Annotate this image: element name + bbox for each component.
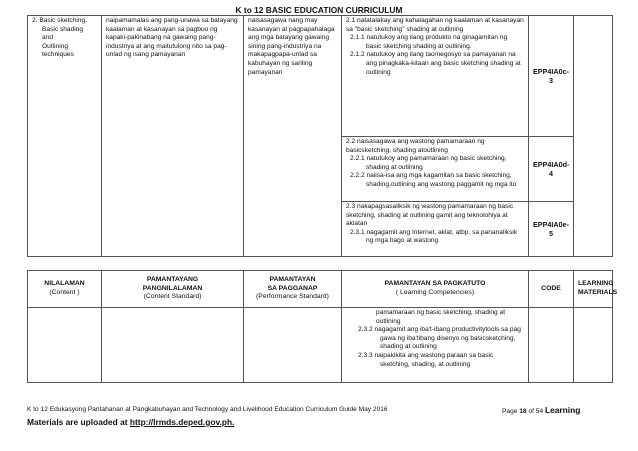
competency-line: 2.3.1 nagagamit ang Internet, aklat, atbp. sa pananaliksik ng mga bago at wastong xyxy=(350,228,518,245)
code-line: 4 xyxy=(549,169,553,178)
empty-cell xyxy=(102,308,244,383)
empty-cell xyxy=(574,308,613,383)
header-subtext: ( Learning Competencies) xyxy=(395,289,475,296)
header-text: CODE xyxy=(541,284,561,292)
page-current: 18 xyxy=(519,408,527,415)
content-standard-cell: naipamamalas ang pang-unawa sa batayang kaalaman at kasanayan sa pagbuo ng kapaki-pakinabang na gawaing pang-industriya at ang maitutulong nito sa pag-unlad ng isang pamayanan xyxy=(102,16,244,257)
page-prefix: Page xyxy=(502,408,518,415)
header-text: MATERIALS xyxy=(578,289,618,296)
competency-line: 2.1.2 natutukoy ang ilang tao/negosyo sa pamayanan na ang pinagkaka-kitaan ang basic sketching shading at outlining xyxy=(350,51,521,76)
header-code xyxy=(529,271,574,308)
curriculum-table-top xyxy=(27,15,613,257)
nilalaman-cell xyxy=(28,16,102,257)
footer-learning-word: Learning xyxy=(544,405,581,415)
code-cell xyxy=(529,202,574,257)
code-line: 5 xyxy=(549,229,553,238)
nilalaman-line: Basic shading xyxy=(42,25,84,33)
materials-cell xyxy=(574,16,613,257)
header-text: NILALAMAN xyxy=(44,280,85,288)
header-text: PAMANTAYAN xyxy=(269,276,316,284)
header-learning-competencies xyxy=(342,271,529,308)
competency-line: 2.3.2 nagagamit ang iba't-ibang productivitytools sa pag gawa ng iba'tibang disenyo ng basicsketching, shading at outlining xyxy=(358,326,521,351)
header-performance-standard xyxy=(244,271,342,308)
header-text: SA PAGGANAP xyxy=(267,284,318,292)
header-text: PANGNILALAMAN xyxy=(142,284,203,292)
empty-cell xyxy=(28,308,102,383)
competency-line: 2.2.1 natutukoy ang pamamaraan ng basic sketching, shading at outlining xyxy=(350,155,507,171)
competency-cell xyxy=(342,16,529,137)
table-row xyxy=(28,16,613,137)
materials-text: Materials are uploaded at xyxy=(27,417,128,427)
code-line: 3 xyxy=(549,76,553,85)
competency-line: 2.1.1 natutukoy ang ilang produkto na ginagamitan ng basic sketching shading at outlining. xyxy=(350,34,508,50)
page-total: 54 xyxy=(535,408,544,415)
empty-cell xyxy=(529,308,574,383)
table-row xyxy=(28,308,613,383)
performance-standard-cell: naisasagawa nang may kasanayan at pagpapahalaga ang mga batayang gawaing sining pang-industriya na makapagpapa-unlad sa kabuhayan ng sariling pamayanan xyxy=(244,16,342,257)
competency-cell xyxy=(342,202,529,257)
header-subtext: (Content Standard) xyxy=(143,293,202,301)
nilalaman-line: 2. Basic sketching, xyxy=(32,17,87,24)
nilalaman-line: and xyxy=(42,34,54,42)
empty-cell xyxy=(244,308,342,383)
page-of: of xyxy=(528,408,534,415)
competency-line: 2.2.2 naiisa-isa ang mga kagamitan sa basic sketching, shading,outlining ang wastong paggamit ng mga ito xyxy=(350,172,517,188)
code-line: EPP4IA0d- xyxy=(533,160,570,169)
curriculum-table-bottom xyxy=(27,270,618,383)
header-nilalaman xyxy=(28,271,102,308)
page-title: K to 12 BASIC EDUCATION CURRICULUM xyxy=(235,5,403,15)
header-text: LEARNING xyxy=(578,280,614,288)
header-row xyxy=(28,271,613,308)
header-content-standard xyxy=(102,271,244,308)
nilalaman-line: Outlining xyxy=(42,42,69,50)
header-text: PAMANTAYANG xyxy=(146,276,199,284)
footer-guide-text: K to 12 Edukasyong Pantahanan at Pangkabuhayan and Technology and Livelihood Education Curriculum Guide May 2016 xyxy=(27,406,388,413)
competency-line: 2.2 naisasagawa ang wastong pamamaraan ng basicsketching, shading atoutlining xyxy=(346,138,485,154)
competency-line: pamamaraan ng basic sketching, shading at outlining xyxy=(376,309,506,325)
nilalaman-line: techniques xyxy=(42,51,74,59)
footer-materials-line xyxy=(27,417,234,427)
competency-cell xyxy=(342,137,529,202)
code-cell xyxy=(529,16,574,137)
competency-cell xyxy=(342,308,529,383)
code-cell xyxy=(529,137,574,202)
competency-line: 2.3 nakapagsasaliksik ng wastong pamamaraan ng basic sketching, shading at outlining gamit ang teknolohiya at aklatan xyxy=(346,203,514,228)
competency-line: 2.3.3 naipakikita ang wastong paraan sa basic sketching, shading, at outlining xyxy=(358,351,494,368)
header-subtext: (Content ) xyxy=(49,289,80,296)
code-line: EPP4IA0c- xyxy=(533,67,569,76)
header-text: PAMANTAYAN SA PAGKATUTO xyxy=(384,280,486,288)
code-line: EPP4IA0e- xyxy=(533,220,569,229)
footer-page-number xyxy=(502,405,580,415)
materials-link[interactable]: http://lrmds.deped.gov.ph. xyxy=(129,417,235,427)
header-subtext: (Performance Standard) xyxy=(256,293,329,301)
competency-line: 2.1 natatalakay ang kahalagahan ng kaalaman at kasanayan sa "basic sketching" shading at outlining xyxy=(346,17,524,33)
header-learning-materials xyxy=(574,271,618,308)
